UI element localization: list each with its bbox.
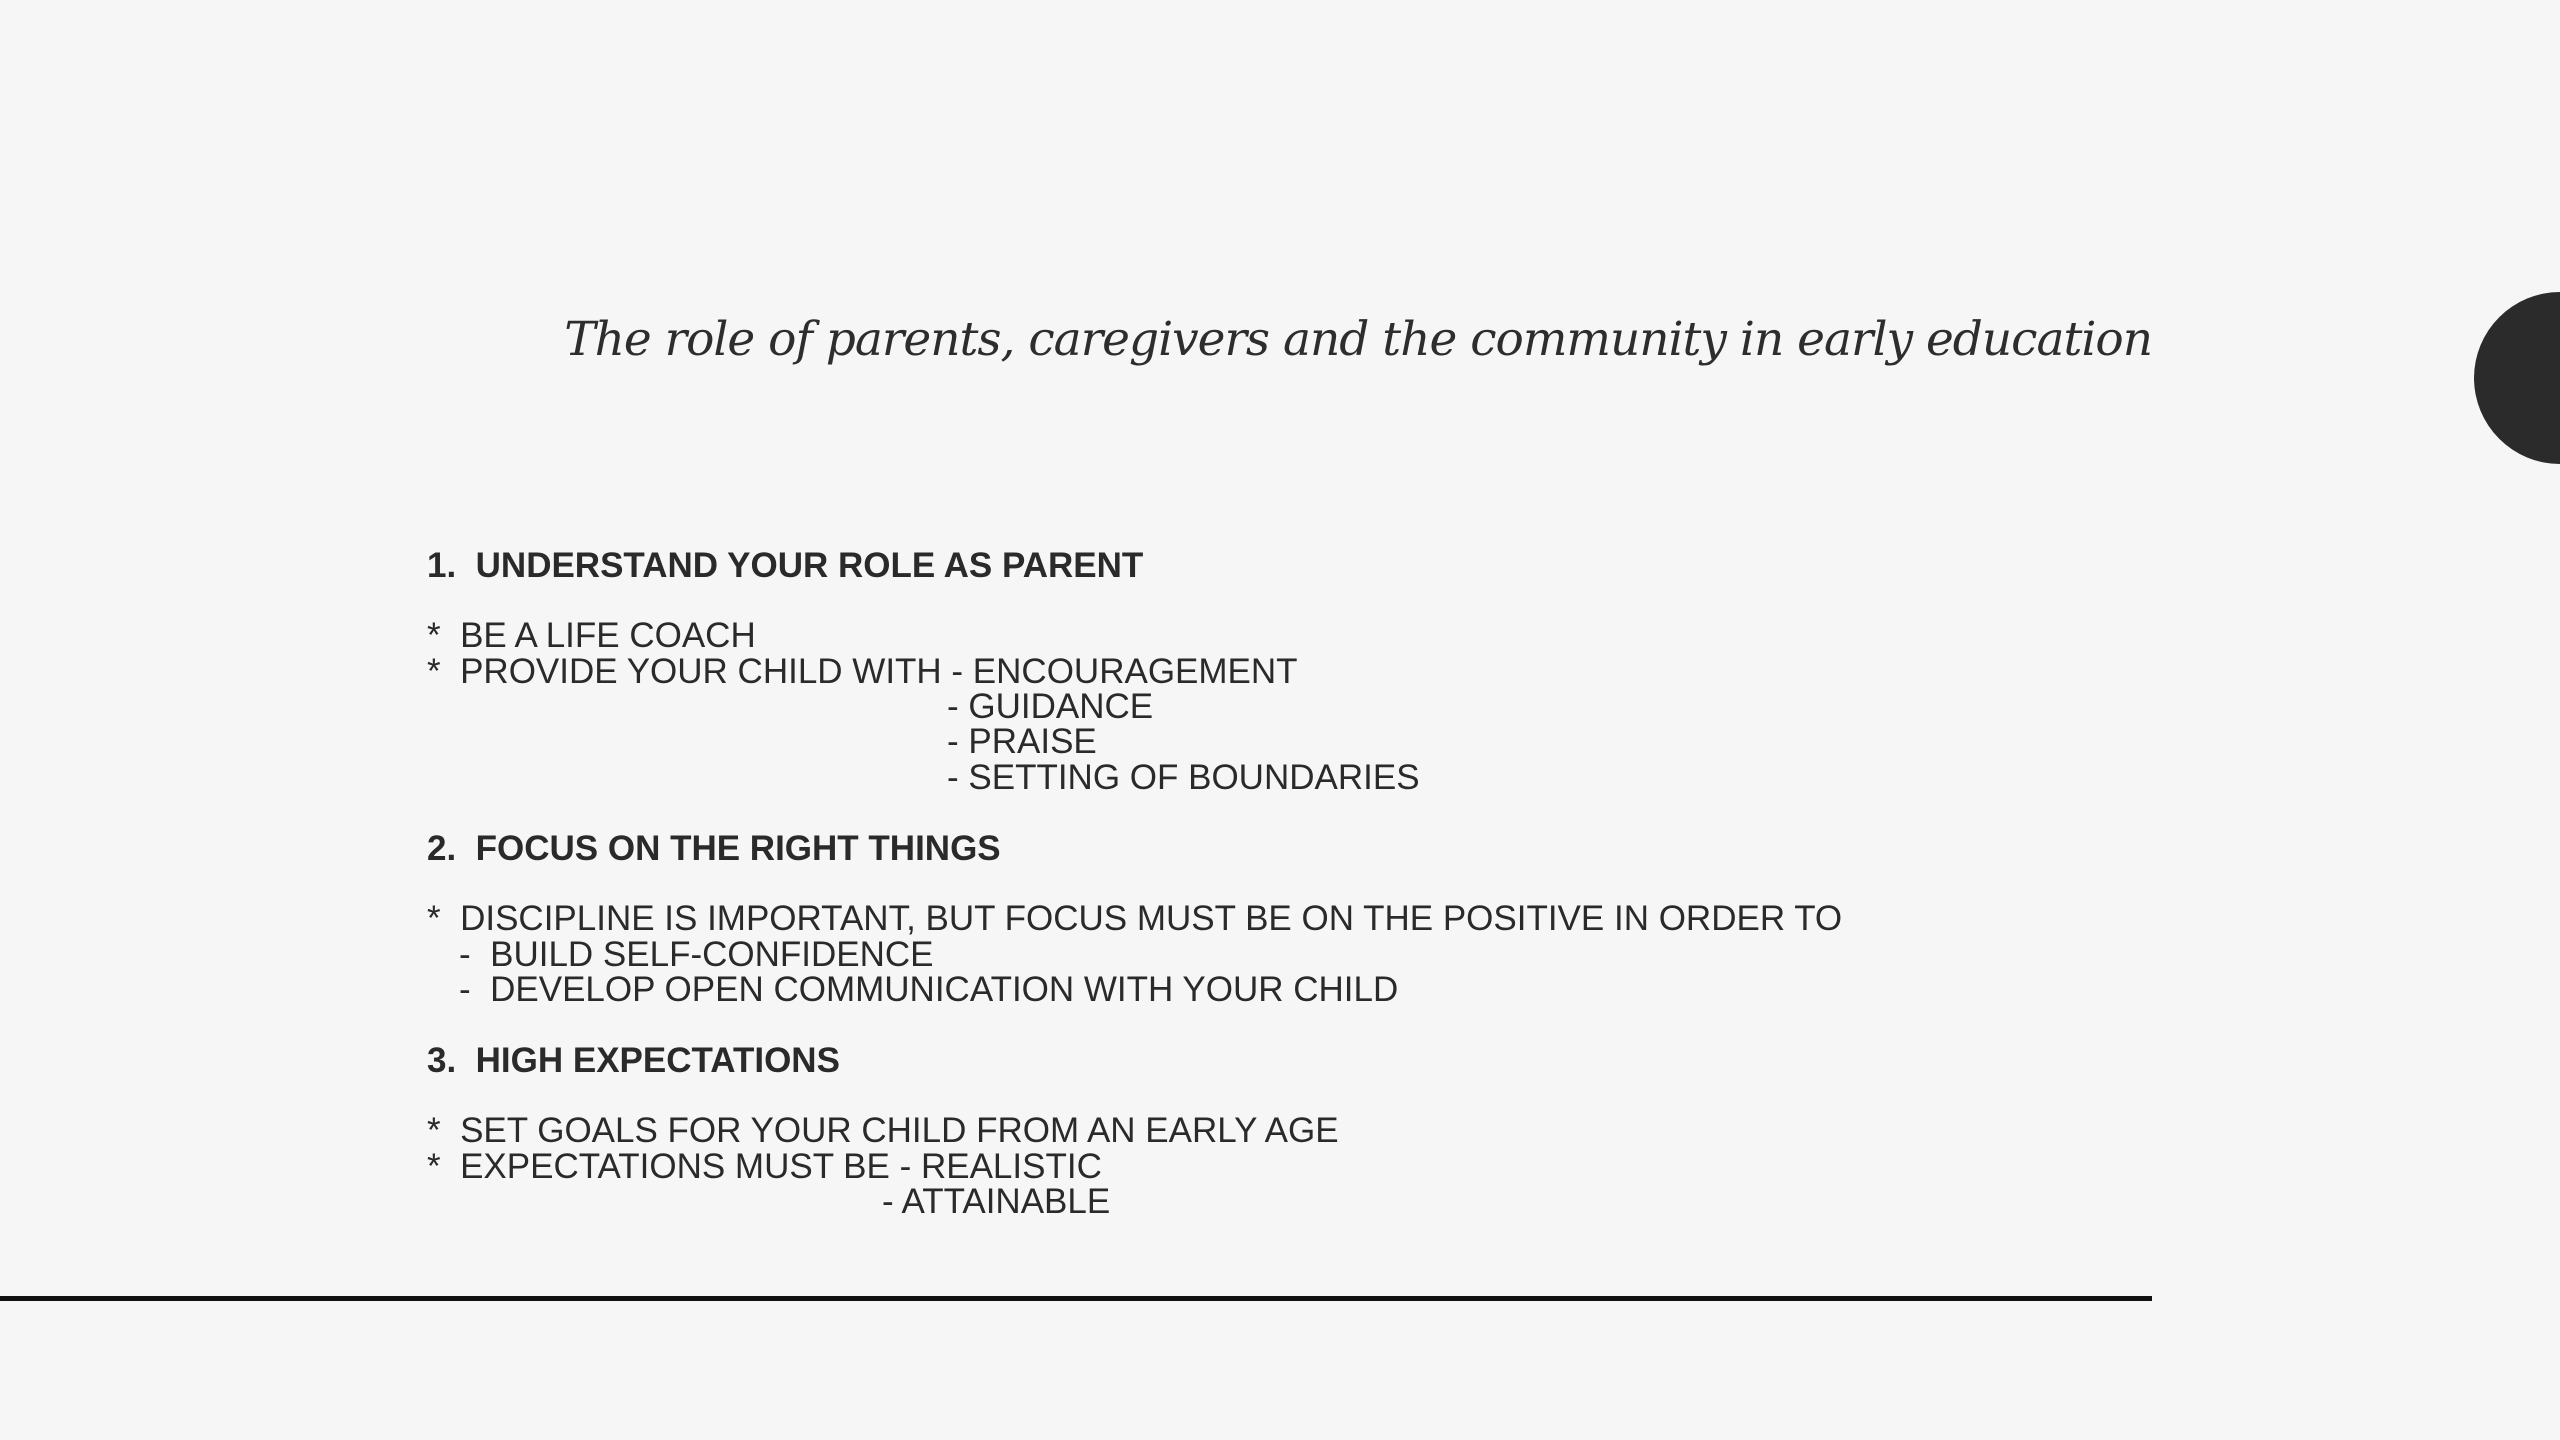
slide-title: The role of parents, caregivers and the community in early education — [564, 312, 2152, 367]
section-heading: 1. UNDERSTAND YOUR ROLE AS PARENT — [427, 546, 1144, 585]
bullet-item: * PROVIDE YOUR CHILD WITH - ENCOURAGEMENT — [427, 652, 1298, 691]
section-heading: 3. HIGH EXPECTATIONS — [427, 1041, 840, 1080]
bullet-item: * DISCIPLINE IS IMPORTANT, BUT FOCUS MUST BE ON THE POSITIVE IN ORDER TO — [427, 899, 1843, 938]
sub-item: - GUIDANCE — [947, 687, 1154, 726]
bullet-item: * BE A LIFE COACH — [427, 616, 756, 655]
divider-line — [0, 1296, 2152, 1301]
sub-item: - PRAISE — [947, 722, 1097, 761]
section-heading: 2. FOCUS ON THE RIGHT THINGS — [427, 829, 1001, 868]
sub-item: - BUILD SELF-CONFIDENCE — [459, 935, 934, 974]
sub-item: - ATTAINABLE — [882, 1182, 1111, 1221]
decorative-circle — [2474, 292, 2560, 464]
bullet-item: * EXPECTATIONS MUST BE - REALISTIC — [427, 1147, 1102, 1186]
sub-item: - SETTING OF BOUNDARIES — [947, 758, 1420, 797]
sub-item: - DEVELOP OPEN COMMUNICATION WITH YOUR CHILD — [459, 970, 1399, 1009]
bullet-item: * SET GOALS FOR YOUR CHILD FROM AN EARLY AGE — [427, 1111, 1339, 1150]
slide-body — [427, 0, 2227, 1221]
